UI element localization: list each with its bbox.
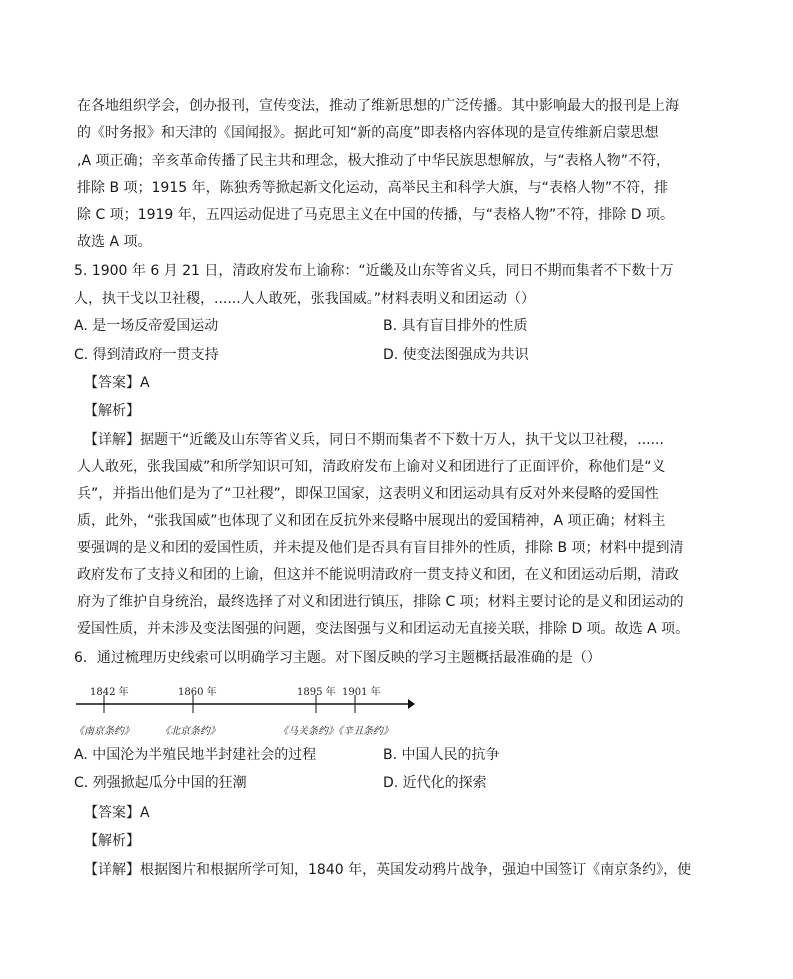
option-a: A. 中国沦为半殖民地半封建社会的过程 bbox=[74, 747, 317, 763]
text-line: 排除 B 项；1915 年，陈独秀等掀起新文化运动，高举民主和科学大旗，与“表格人物”不符，排 bbox=[77, 180, 669, 196]
detail-line: 政府发布了支持义和团的上谕，但这并不能说明清政府一贯支持义和团，在义和团运动后期，清政 bbox=[77, 567, 679, 583]
option-a: A. 是一场反帝爱国运动 bbox=[74, 318, 219, 334]
detail-line: 爱国性质，并未涉及变法图强的问题，变法图强与义和团运动无直接关联，排除 D 项。故选 A 项。 bbox=[77, 621, 690, 637]
question-stem: 5. 1900 年 6 月 21 日，清政府发布上谕称：“近畿及山东等省义兵，同日不期而集者不下数十万 bbox=[74, 263, 674, 279]
analysis-label: 【解析】 bbox=[84, 833, 140, 849]
option-c: C. 得到清政府一贯支持 bbox=[74, 347, 219, 363]
detail-line: 人人敢死，张我国威”和所学知识可知，清政府发布上谕对义和团进行了正面评价，称他们是“义 bbox=[77, 459, 666, 475]
question-stem: 人，执干戈以卫社稷，......人人敢死，张我国威。”材料表明义和团运动（） bbox=[74, 291, 535, 307]
detail-line: 质，此外，“张我国威”也体现了义和团在反抗外来侵略中展现出的爱国精神，A 项正确；材料主 bbox=[77, 513, 666, 529]
text-line: 故选 A 项。 bbox=[77, 234, 152, 250]
timeline-figure bbox=[70, 680, 415, 738]
detail-line: 要强调的是义和团的爱国性质，并未提及他们是否具有盲目排外的性质，排除 B 项；材料中提到清 bbox=[77, 540, 684, 556]
timeline-year-1842: 1842 年 bbox=[90, 687, 129, 698]
option-b: B. 中国人民的抗争 bbox=[383, 747, 500, 763]
text-line: 除 C 项；1919 年，五四运动促进了马克思主义在中国的传播，与“表格人物”不符，排除 D 项。 bbox=[77, 207, 674, 223]
answer-label: 【答案】A bbox=[84, 375, 150, 391]
answer-label: 【答案】A bbox=[84, 805, 150, 821]
option-d: D. 近代化的探索 bbox=[383, 775, 487, 791]
text-line: 的《时务报》和天津的《国闻报》。据此可知“新的高度”即表格内容体现的是宣传维新启蒙思想 bbox=[77, 125, 659, 141]
analysis-label: 【解析】 bbox=[84, 403, 140, 419]
option-d: D. 使变法图强成为共识 bbox=[383, 347, 529, 363]
timeline-treaty-beijing: 《北京条约》 bbox=[160, 726, 220, 737]
detail-line: 府为了维护自身统治，最终选择了对义和团进行镇压，排除 C 项；材料主要讨论的是义和团运动的 bbox=[77, 594, 684, 610]
detail-line: 【详解】据题干“近畿及山东等省义兵，同日不期而集者不下数十万人，执干戈以卫社稷，...... bbox=[84, 432, 664, 448]
timeline-treaty-nanjing: 《南京条约》 bbox=[74, 726, 134, 737]
text-line: ,A 项正确；辛亥革命传播了民主共和理念，极大推动了中华民族思想解放，与“表格人物”不符， bbox=[77, 153, 670, 169]
detail-line: 【详解】根据图片和根据所学可知，1840 年，英国发动鸦片战争，强迫中国签订《南京条约》，使 bbox=[84, 862, 692, 878]
timeline-year-1895: 1895 年 bbox=[297, 687, 336, 698]
timeline-treaty-maguan-xinchou: 《马关条约》《辛丑条约》 bbox=[278, 726, 393, 737]
text-line: 在各地组织学会，创办报刊，宣传变法，推动了维新思想的广泛传播。其中影响最大的报刊是上海 bbox=[77, 98, 679, 114]
timeline-year-1901: 1901 年 bbox=[342, 687, 381, 698]
option-b: B. 具有盲目排外的性质 bbox=[383, 318, 528, 334]
detail-line: 兵”，并指出他们是为了“卫社稷”，即保卫国家，这表明义和团运动具有反对外来侵略的爱国性 bbox=[77, 486, 659, 502]
option-c: C. 列强掀起瓜分中国的狂潮 bbox=[74, 775, 247, 791]
question-stem: 6．通过梳理历史线索可以明确学习主题。对下图反映的学习主题概括最准确的是（） bbox=[74, 650, 601, 666]
timeline-year-1860: 1860 年 bbox=[178, 687, 217, 698]
